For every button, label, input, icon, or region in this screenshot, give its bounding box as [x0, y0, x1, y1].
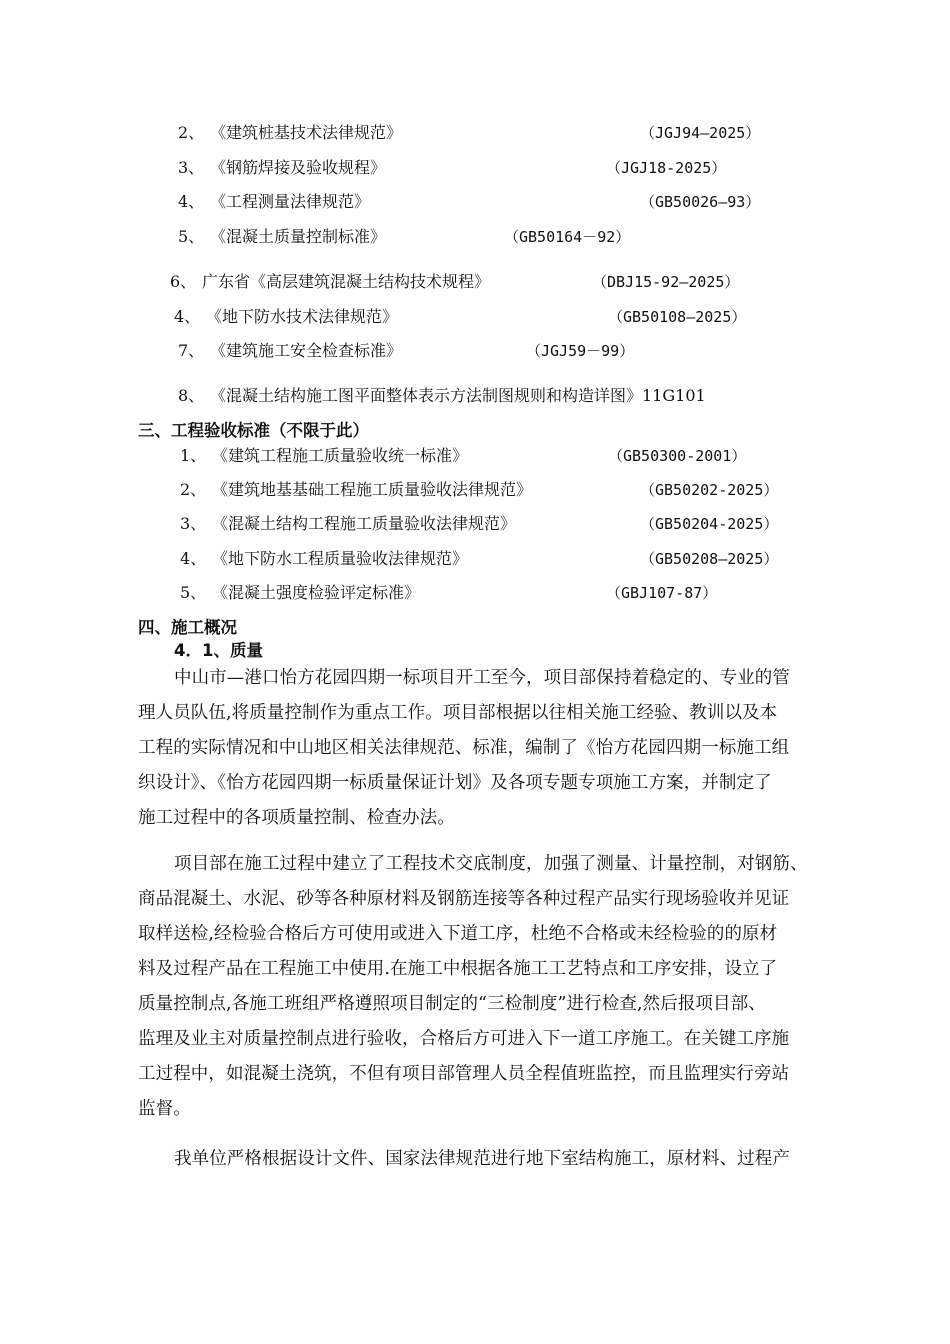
ref-item-title: 《地下防水技术法律规范》 [206, 307, 399, 326]
standard-item-title: 《地下防水工程质量验收法律规范》 [212, 549, 469, 568]
ref-item-title: 广东省《高层建筑混凝土结构技术规程》 [202, 272, 491, 291]
paragraph-line: 取样送检,经检验合格后方可使用或进入下道工序，杜绝不合格或未经检验的的原材 [138, 924, 778, 944]
standard-item-number: 4、 [180, 549, 207, 568]
standard-item-title: 《混凝土强度检验评定标准》 [212, 583, 421, 602]
ref-item-code: （GB50164－92） [504, 228, 631, 246]
ref-item-code: （JGJ18-2025） [606, 159, 727, 177]
paragraph-line: 监督。 [138, 1099, 191, 1119]
ref-item-title: 《混凝土质量控制标准》 [210, 227, 387, 246]
ref-item-number: 3、 [178, 158, 205, 177]
standard-item-title: 《建筑地基基础工程施工质量验收法律规范》 [212, 480, 533, 499]
ref-item-title: 《混凝土结构施工图平面整体表示方法制图规则和构造详图》11G101 [210, 386, 706, 405]
paragraph-line: 质量控制点,各施工班组严格遵照项目制定的“三检制度”进行检查,然后报项目部、 [138, 994, 766, 1014]
ref-item-number: 2、 [178, 123, 205, 142]
paragraph-line: 料及过程产品在工程施工中使用.在施工中根据各施工工艺特点和工序安排，设立了 [138, 959, 778, 979]
paragraph-line: 理人员队伍,将质量控制作为重点工作。项目部根据以往相关施工经验、教训以及本 [138, 703, 778, 723]
ref-item-number: 8、 [178, 386, 205, 405]
paragraph [138, 661, 854, 836]
paragraph-line: 中山市—港口怡方花园四期一标项目开工至今，项目部保持着稳定的、专业的管 [174, 668, 790, 688]
standard-item-number: 3、 [180, 514, 207, 533]
ref-item-code: （GB50026—93） [640, 193, 761, 211]
paragraph [138, 847, 854, 1127]
sub-heading: 4．1、质量 [174, 641, 263, 660]
standard-item-code: （GB50208—2025） [640, 550, 779, 568]
paragraph-line: 商品混凝土、水泥、砂等各种原材料及钢筋连接等各种过程产品实行现场验收并见证 [138, 889, 790, 909]
ref-item-title: 《钢筋焊接及验收规程》 [210, 158, 387, 177]
standard-item-code: （GB50300-2001） [608, 447, 747, 465]
ref-item-code: （JGJ59－99） [526, 342, 635, 360]
ref-item-code: （GB50108—2025） [608, 308, 747, 326]
standard-item-code: （GBJ107-87） [606, 584, 718, 602]
standard-item-number: 2、 [180, 480, 207, 499]
ref-item-code: （DBJ15-92—2025） [592, 273, 740, 291]
ref-item-code: （JGJ94—2025） [640, 124, 761, 142]
ref-item-title: 《建筑桩基技术法律规范》 [210, 123, 403, 142]
ref-item-number: 7、 [178, 341, 205, 360]
standard-item-title: 《建筑工程施工质量验收统一标准》 [212, 446, 469, 465]
paragraph-line: 施工过程中的各项质量控制、检查办法。 [138, 808, 455, 828]
standard-item-title: 《混凝土结构工程施工质量验收法律规范》 [212, 514, 517, 533]
paragraph-line: 织设计》、《怡方花园四期一标质量保证计划》及各项专题专项施工方案，并制定了 [138, 773, 772, 793]
standard-item-code: （GB50202-2025） [640, 481, 779, 499]
ref-item-number: 4、 [178, 192, 205, 211]
standard-item-number: 5、 [180, 583, 207, 602]
paragraph-line: 监理及业主对质量控制点进行验收，合格后方可进入下一道工序施工。在关键工序施 [138, 1029, 790, 1049]
paragraph-line: 工程的实际情况和中山地区相关法律规范、标准，编制了《怡方花园四期一标施工组 [138, 738, 790, 758]
standard-item-number: 1、 [180, 446, 207, 465]
ref-item-number: 5、 [178, 227, 205, 246]
ref-item-number: 4、 [174, 307, 201, 326]
ref-item-title: 《工程测量法律规范》 [210, 192, 371, 211]
ref-item-title: 《建筑施工安全检查标准》 [210, 341, 403, 360]
ref-item-number: 6、 [170, 272, 197, 291]
paragraph-line: 我单位严格根据设计文件、国家法律规范进行地下室结构施工，原材料、过程产 [174, 1149, 790, 1169]
section-heading: 四、施工概况 [138, 618, 237, 637]
paragraph [138, 1142, 854, 1177]
section-heading: 三、工程验收标准（不限于此） [138, 421, 369, 440]
paragraph-line: 工过程中，如混凝土浇筑，不但有项目部管理人员全程值班监控，而且监理实行旁站 [138, 1064, 790, 1084]
paragraph-line: 项目部在施工过程中建立了工程技术交底制度，加强了测量、计量控制，对钢筋、 [174, 854, 808, 874]
standard-item-code: （GB50204-2025） [640, 515, 779, 533]
